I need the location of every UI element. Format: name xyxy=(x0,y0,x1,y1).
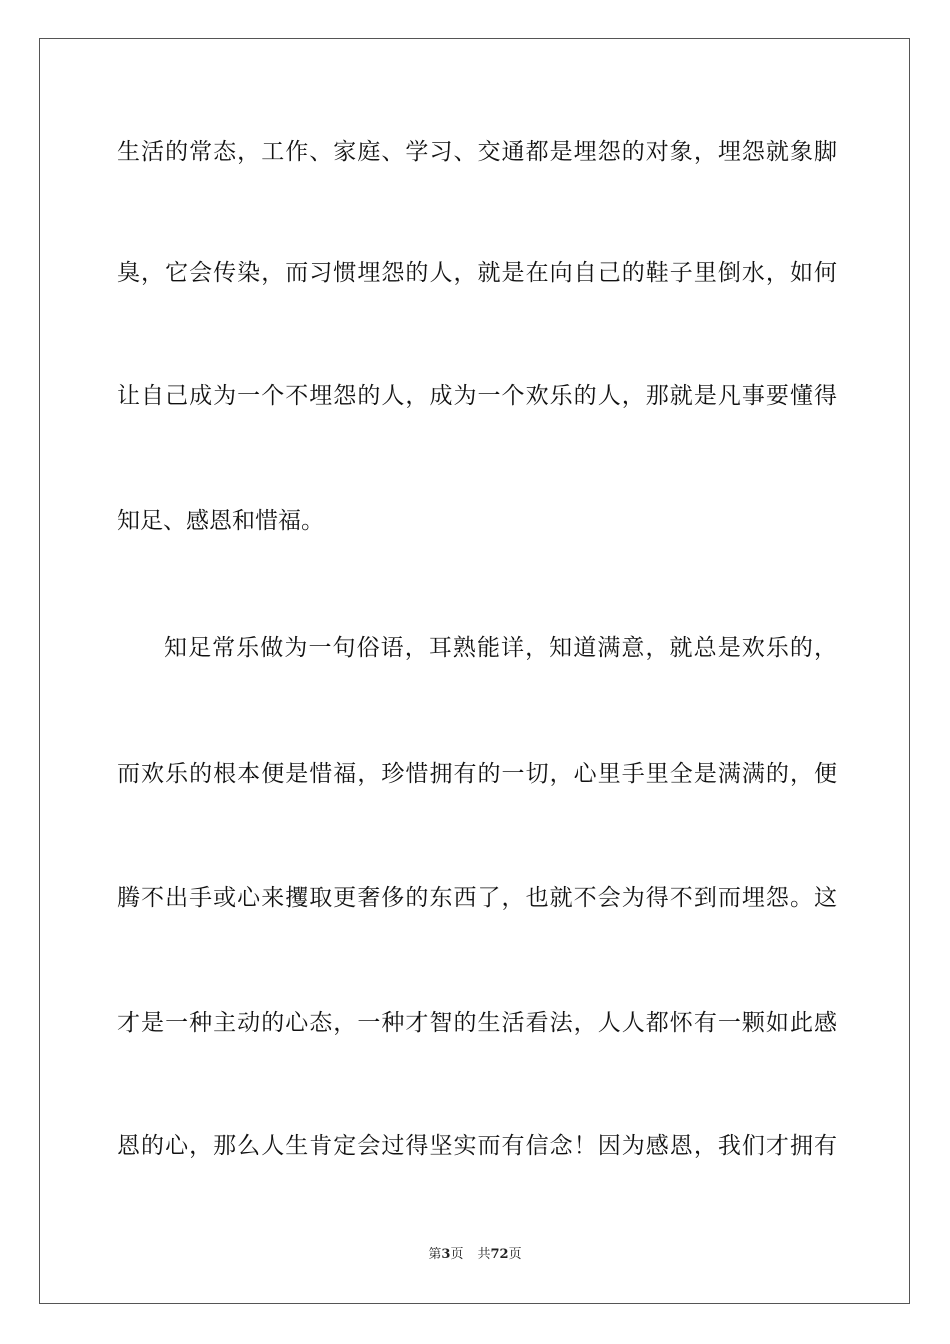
page-total: 72 xyxy=(490,1247,509,1262)
total-unit: 页 xyxy=(508,1247,522,1262)
text-line: 知足、感恩和惜福。 xyxy=(117,508,324,534)
page-border xyxy=(39,38,910,1304)
page-footer xyxy=(0,1246,950,1264)
text-line: 而欢乐的根本便是惜福，珍惜拥有的一切，心里手里全是满满的，便 xyxy=(117,761,837,787)
text-line: 腾不出手或心来攫取更奢侈的东西了，也就不会为得不到而埋怨。这 xyxy=(117,885,837,911)
total-prefix: 共 xyxy=(477,1247,491,1262)
text-line: 臭，它会传染，而习惯埋怨的人，就是在向自己的鞋子里倒水，如何 xyxy=(117,260,837,286)
text-line: 生活的常态，工作、家庭、学习、交通都是埋怨的对象，埋怨就象脚 xyxy=(117,139,837,165)
page-unit: 页 xyxy=(450,1247,464,1262)
text-line: 才是一种主动的心态，一种才智的生活看法，人人都怀有一颗如此感 xyxy=(117,1010,837,1036)
text-line: 让自己成为一个不埋怨的人，成为一个欢乐的人，那就是凡事要懂得 xyxy=(117,383,837,409)
text-line: 恩的心，那么人生肯定会过得坚实而有信念！因为感恩，我们才拥有 xyxy=(117,1133,837,1159)
page-prefix: 第 xyxy=(428,1247,442,1262)
page-current: 3 xyxy=(441,1247,451,1262)
paragraph-first-line: 知足常乐做为一句俗语，耳熟能详，知道满意，就总是欢乐的， xyxy=(164,635,837,661)
